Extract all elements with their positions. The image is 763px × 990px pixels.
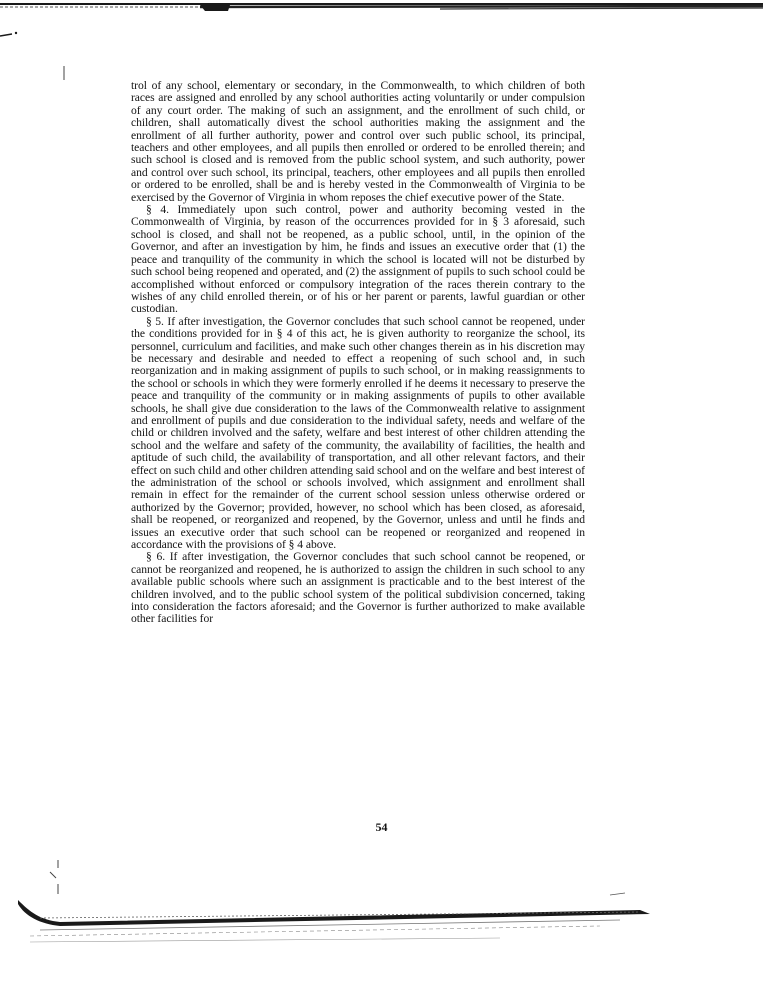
scan-edge-top (0, 0, 763, 14)
page-number: 54 (375, 820, 388, 834)
scan-edge-bottom (0, 890, 763, 960)
paragraph-section-6: § 6. If after investigation, the Governor concludes that such school cannot be reopened, or cannot be reorganized and reopened, he is authorized to assign the children in such school to any available public schools where such an assignment is practicable and to the best interest of the children involved, and to the public school system of the political subdivision concerned, taking into consideration the factors aforesaid; and the Governor is further authorized to make available other facilities for (131, 550, 585, 626)
paragraph-continuation: trol of any school, elementary or secondary, in the Commonwealth, to which children of both races are assigned and enrolled by any school authorities acting voluntarily or under compulsion of any court order. The making of such an assignment, and the enrollment of such child, or children, shall automatically divest the school authorities making the assignment and the enrollment of all further authority, power and control over such public school, its principal, teachers and other employees, and all pupils then enrolled or ordered to be enrolled therein; and such school is closed and is removed from the public school system, and such authority, power and control over such school, its principal, teachers, other employees and all pupils then enrolled or ordered to be enrolled, shall be and is hereby vested in the Commonwealth of Virginia to be exercised by the Governor of Virginia in whom reposes the chief executive power of the State. (131, 79, 585, 204)
document-body (131, 80, 585, 626)
margin-mark-top-left (0, 30, 20, 40)
paragraph-section-5: § 5. If after investigation, the Governor concludes that such school cannot be reopened, under the conditions provided for in § 4 of this act, he is given authority to reorganize the school, its personnel, curriculum and facilities, and make such other changes therein as in his discretion may be necessary and desirable and needed to effect a reopening of such school and, in such reorganization and in making assignment of pupils to such school, or in making reassignments to the school or schools in which they were formerly enrolled if he deems it necessary to preserve the peace and tranquility of the community or in making assignments of pupils to other available schools, he shall give due consideration to the laws of the Commonwealth relative to assignment and enrollment of pupils and due consideration to the individual safety, needs and welfare of the child or children involved and the safety, welfare and best interest of other children attending the school and the welfare and safety of the community, the availability of facilities, the health and aptitude of such child, the availability of transportation, and all other relevant factors, and their effect on such child and other children attending said school and on the welfare and best interest of the administration of the school or schools involved, which assignment and enrollment shall remain in effect for the remainder of the current school session unless otherwise ordered or authorized by the Governor; provided, however, no school which has been closed, as aforesaid, shall be reopened, or reorganized and reopened, by the Governor, unless and until he finds and issues an executive order that such school can be reopened or reorganized and reopened in accordance with the provisions of § 4 above. (131, 314, 585, 552)
margin-mark-line (62, 66, 66, 80)
paragraph-section-4: § 4. Immediately upon such control, power and authority becoming vested in the Commonwealth of Virginia, by reason of the occurrences provided for in § 3 aforesaid, such school is closed, and shall not be reopened, as a public school, until, in the opinion of the Governor, and after an investigation by him, he finds and issues an executive order that (1) the peace and tranquility of the community in which the school is located will not be disturbed by such school being reopened and operated, and (2) the assignment of pupils to such school could be accomplished without enforced or compulsory integration of the races therein contrary to the wishes of any child enrolled therein, or of his or her parent or parents, lawful guardian or other custodian. (131, 203, 585, 316)
